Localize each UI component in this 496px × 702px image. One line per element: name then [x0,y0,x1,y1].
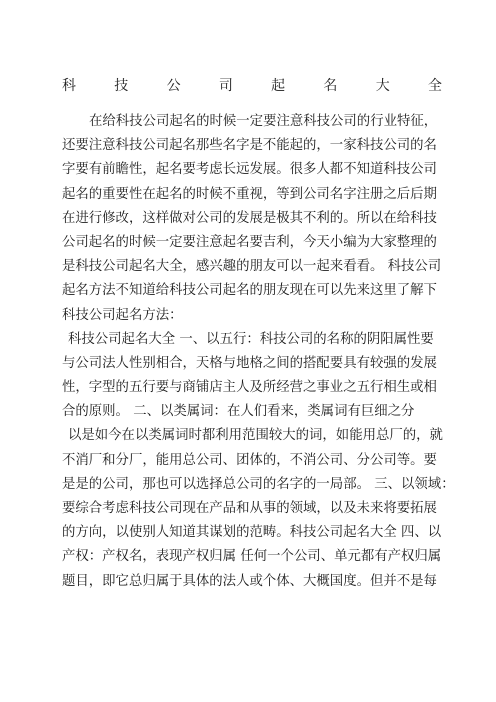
title-char: 全 [427,78,442,94]
title-char: 科 [62,78,76,94]
text-line: 公司起名的时候一定要注意起名要吉利，今天小编为大家整理的 [62,234,437,250]
text-line: 不消厂和分厂，能用总公司、团体的，不消公司、分公司等。要 [62,452,437,468]
text-line: 是科技公司起名大全，感兴趣的朋友可以一起来看看。 科技公司 [62,259,442,275]
text-line: 与公司法人性别相合，天格与地格之间的搭配要具有较强的发展 [62,355,437,371]
text-line: 科技公司起名大全 一、以五行：科技公司的名称的阴阳属性要 [68,331,434,347]
text-line: 合的原则。 二、以类属词：在人们看来，类属词有巨细之分 [62,404,415,420]
text-line: 在给科技公司起名的时候一定要注意科技公司的行业特征， [89,114,438,129]
text-line: 性，字型的五行要与商铺店主人及所经营之事业之五行相生或相 [62,380,437,396]
text-line: 字要有前瞻性，起名要考虑长远发展。很多人都不知道科技公司 [62,162,437,178]
text-line: 起名方法不知道给科技公司起名的朋友现在可以先来这里了解下 [62,283,437,299]
text-line: 以是如今在以类属词时都利用范围较大的词，如能用总厂的，就 [68,428,443,444]
page-title [62,76,442,96]
text-line: 的方向，以使别人知道其谋划的范畴。科技公司起名大全 四、以 [62,525,442,541]
text-line: 要综合考虑科技公司现在产品和从事的领域，以及未来将要拓展 [62,501,437,516]
title-char: 大 [375,78,390,94]
text-line: 起名的重要性在起名的时候不重视，等到公司名字注册之后后期 [62,186,437,202]
title-char: 公 [166,78,181,94]
text-line: 科技公司起名方法： [62,307,183,323]
title-char: 名 [323,78,338,94]
text-line: 在进行修改，这样做对公司的发展是极其不利的。所以在给科技 [62,210,437,226]
text-line: 是是的公司，那也可以选择总公司的名字的一局部。 三、以领域： [62,476,455,492]
text-line: 产权：产权名，表现产权归属 任何一个公司、单元都有产权归属 [62,549,442,565]
title-char: 起 [271,78,286,94]
title-char: 技 [114,78,129,94]
title-char: 司 [218,78,233,94]
text-line: 还要注意科技公司起名那些名字是不能起的，一家科技公司的名 [62,138,437,154]
article-body [62,110,455,594]
text-line: 题目，即它总归属于具体的法人或个体、大概国度。但并不是每 [62,573,437,589]
